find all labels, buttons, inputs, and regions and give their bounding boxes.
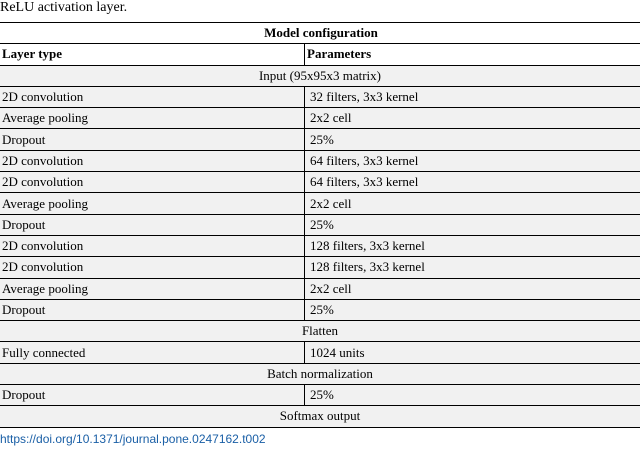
table-body bbox=[0, 65, 640, 427]
layer-type-cell: 2D convolution bbox=[0, 172, 305, 193]
model-configuration-table bbox=[0, 22, 640, 428]
parameters-cell: 2x2 cell bbox=[305, 108, 640, 129]
layer-type-cell: Average pooling bbox=[0, 193, 305, 214]
parameters-cell: 1024 units bbox=[305, 342, 640, 363]
table-title: Model configuration bbox=[0, 23, 640, 44]
parameters-cell: 32 filters, 3x3 kernel bbox=[305, 86, 640, 107]
section-label: Batch normalization bbox=[0, 363, 640, 384]
layer-type-cell: Dropout bbox=[0, 129, 305, 150]
column-header-layer-type: Layer type bbox=[0, 44, 305, 65]
parameters-cell: 64 filters, 3x3 kernel bbox=[305, 172, 640, 193]
layer-type-cell: Average pooling bbox=[0, 278, 305, 299]
table-row bbox=[0, 299, 640, 320]
layer-type-cell: 2D convolution bbox=[0, 235, 305, 256]
layer-type-cell: 2D convolution bbox=[0, 86, 305, 107]
table-section-row bbox=[0, 363, 640, 384]
layer-type-cell: Average pooling bbox=[0, 108, 305, 129]
table-row bbox=[0, 257, 640, 278]
layer-type-cell: Fully connected bbox=[0, 342, 305, 363]
parameters-cell: 2x2 cell bbox=[305, 193, 640, 214]
parameters-cell: 128 filters, 3x3 kernel bbox=[305, 235, 640, 256]
table-section-row bbox=[0, 406, 640, 427]
table-row bbox=[0, 172, 640, 193]
parameters-cell: 128 filters, 3x3 kernel bbox=[305, 257, 640, 278]
table-row bbox=[0, 193, 640, 214]
layer-type-cell: Dropout bbox=[0, 214, 305, 235]
parameters-cell: 2x2 cell bbox=[305, 278, 640, 299]
table-section-row bbox=[0, 65, 640, 86]
doi-link[interactable]: https://doi.org/10.1371/journal.pone.0247162.t002 bbox=[0, 432, 266, 446]
table-row bbox=[0, 385, 640, 406]
table-section-row bbox=[0, 321, 640, 342]
layer-type-cell: 2D convolution bbox=[0, 257, 305, 278]
layer-type-cell: Dropout bbox=[0, 385, 305, 406]
table-row bbox=[0, 214, 640, 235]
parameters-cell: 64 filters, 3x3 kernel bbox=[305, 150, 640, 171]
column-header-parameters: Parameters bbox=[305, 44, 640, 65]
table-row bbox=[0, 235, 640, 256]
table-row bbox=[0, 342, 640, 363]
table-row bbox=[0, 129, 640, 150]
layer-type-cell: 2D convolution bbox=[0, 150, 305, 171]
caption-tail: ReLU activation layer. bbox=[0, 0, 128, 15]
table-row bbox=[0, 108, 640, 129]
parameters-cell: 25% bbox=[305, 385, 640, 406]
table-row bbox=[0, 150, 640, 171]
section-label: Input (95x95x3 matrix) bbox=[0, 65, 640, 86]
section-label: Flatten bbox=[0, 321, 640, 342]
table-row bbox=[0, 86, 640, 107]
parameters-cell: 25% bbox=[305, 214, 640, 235]
parameters-cell: 25% bbox=[305, 299, 640, 320]
section-label: Softmax output bbox=[0, 406, 640, 427]
table-row bbox=[0, 278, 640, 299]
layer-type-cell: Dropout bbox=[0, 299, 305, 320]
parameters-cell: 25% bbox=[305, 129, 640, 150]
